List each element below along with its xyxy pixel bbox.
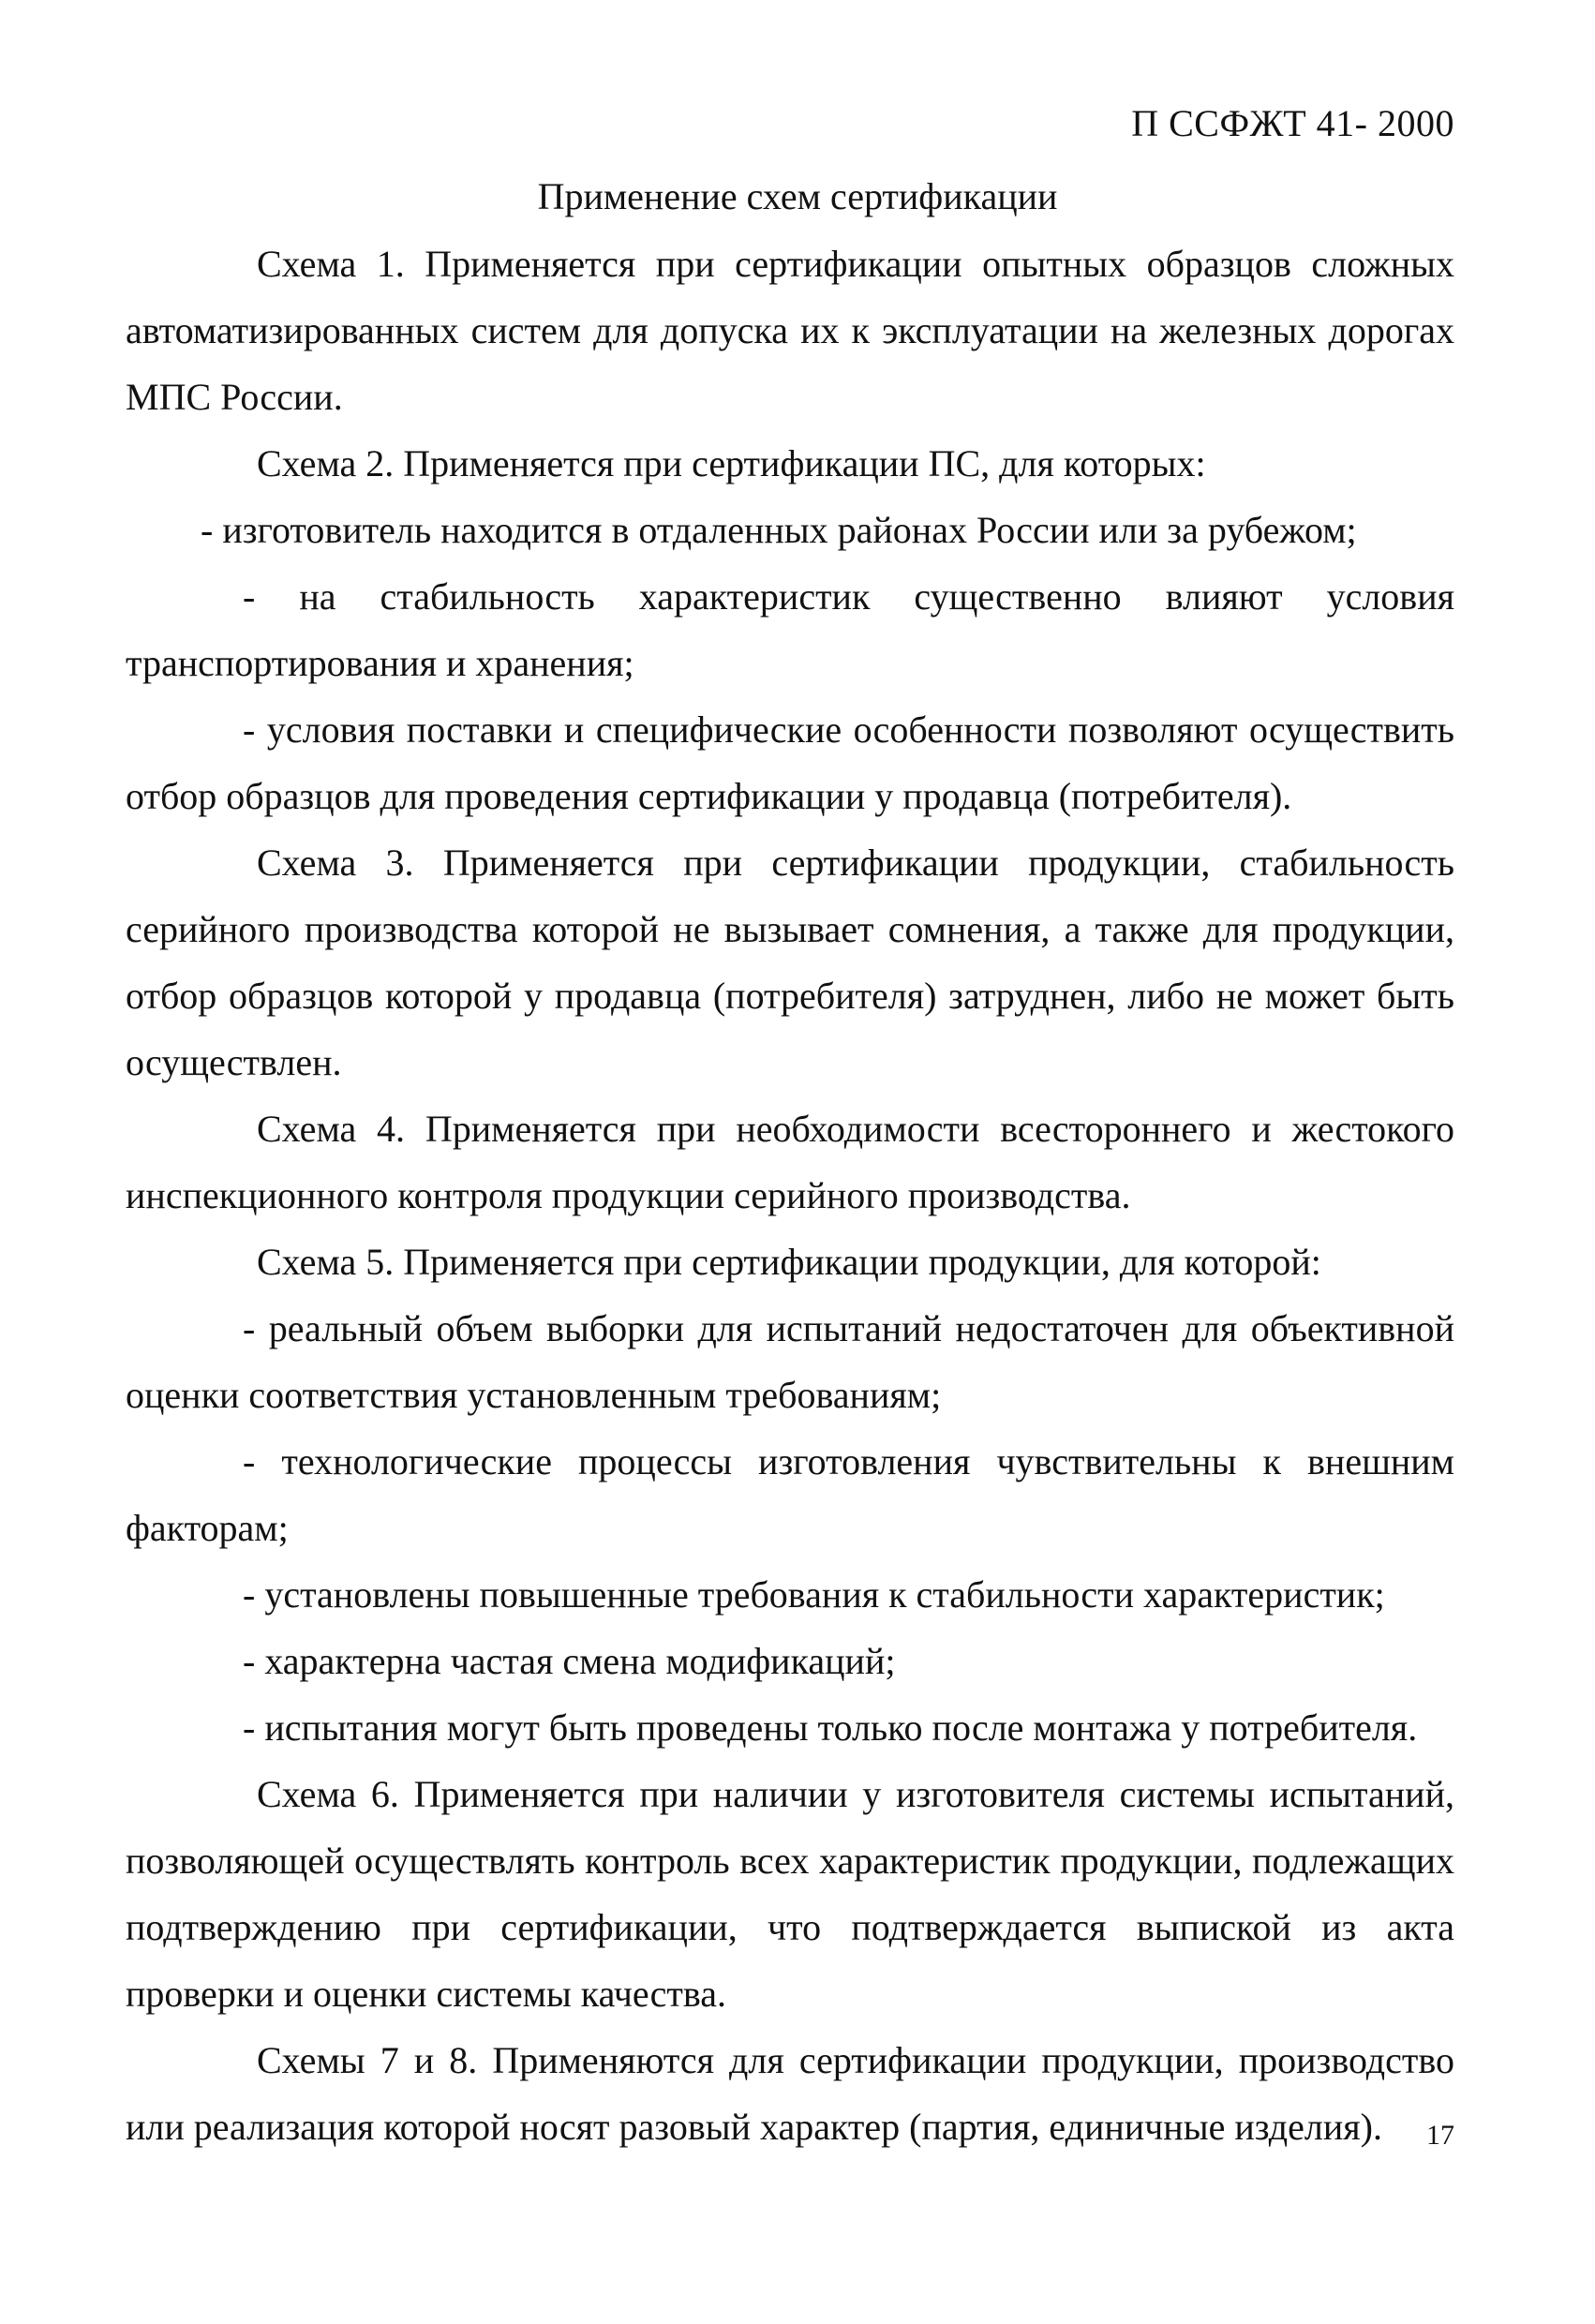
list-item: - испытания могут быть проведены только после монтажа у потребителя. xyxy=(243,1706,1418,1749)
list-item: - характерна частая смена модификаций; xyxy=(243,1640,896,1682)
section-title: Применение схем сертификации xyxy=(537,175,1058,217)
list-item: - установлены повышенные требования к стабильности характеристик; xyxy=(243,1573,1385,1616)
paragraph-scheme-2: Схема 2. Применяется при сертификации ПС, для которых: xyxy=(257,442,1206,484)
paragraph-scheme-3: Схема 3. Применяется при сертификации продукции, стабильность серийного производства которой не вызывает сомнения, а также для продукции, отбор образцов которой у продавца (потребителя) затруднен, либо не может быть осуществлен. xyxy=(126,842,1454,1083)
list-item: - на стабильность характеристик существенно влияют условия транспортирования и хранения; xyxy=(126,575,1454,684)
list-item: - технологические процессы изготовления чувствительны к внешним факторам; xyxy=(126,1440,1454,1549)
body-text xyxy=(126,231,1454,2160)
paragraph-scheme-4: Схема 4. Применяется при необходимости всестороннего и жестокого инспекционного контроля продукции серийного производства. xyxy=(126,1108,1454,1216)
paragraph-scheme-6: Схема 6. Применяется при наличии у изготовителя системы испытаний, позволяющей осуществлять контроль всех характеристик продукции, подлежащих подтверждению при сертификации, что подтверждается выпиской из акта проверки и оценки системы качества. xyxy=(126,1773,1454,2015)
document-code: П ССФЖТ 41- 2000 xyxy=(1131,102,1454,144)
paragraph-scheme-1: Схема 1. Применяется при сертификации опытных образцов сложных автоматизированных систем для допуска их к эксплуатации на железных дорогах МПС России. xyxy=(126,243,1454,418)
list-item: - условия поставки и специфические особенности позволяют осуществить отбор образцов для проведения сертификации у продавца (потребителя). xyxy=(126,708,1454,817)
paragraph-scheme-5: Схема 5. Применяется при сертификации продукции, для которой: xyxy=(257,1241,1321,1283)
paragraph-scheme-7-8: Схемы 7 и 8. Применяются для сертификации продукции, производство или реализация которой носят разовый характер (партия, единичные изделия). xyxy=(126,2039,1454,2148)
page-number: 17 xyxy=(1426,2120,1454,2151)
list-item: - реальный объем выборки для испытаний недостаточен для объективной оценки соответствия установленным требованиям; xyxy=(126,1307,1454,1416)
list-item: - изготовитель находится в отдаленных районах России или за рубежом; xyxy=(201,509,1357,551)
